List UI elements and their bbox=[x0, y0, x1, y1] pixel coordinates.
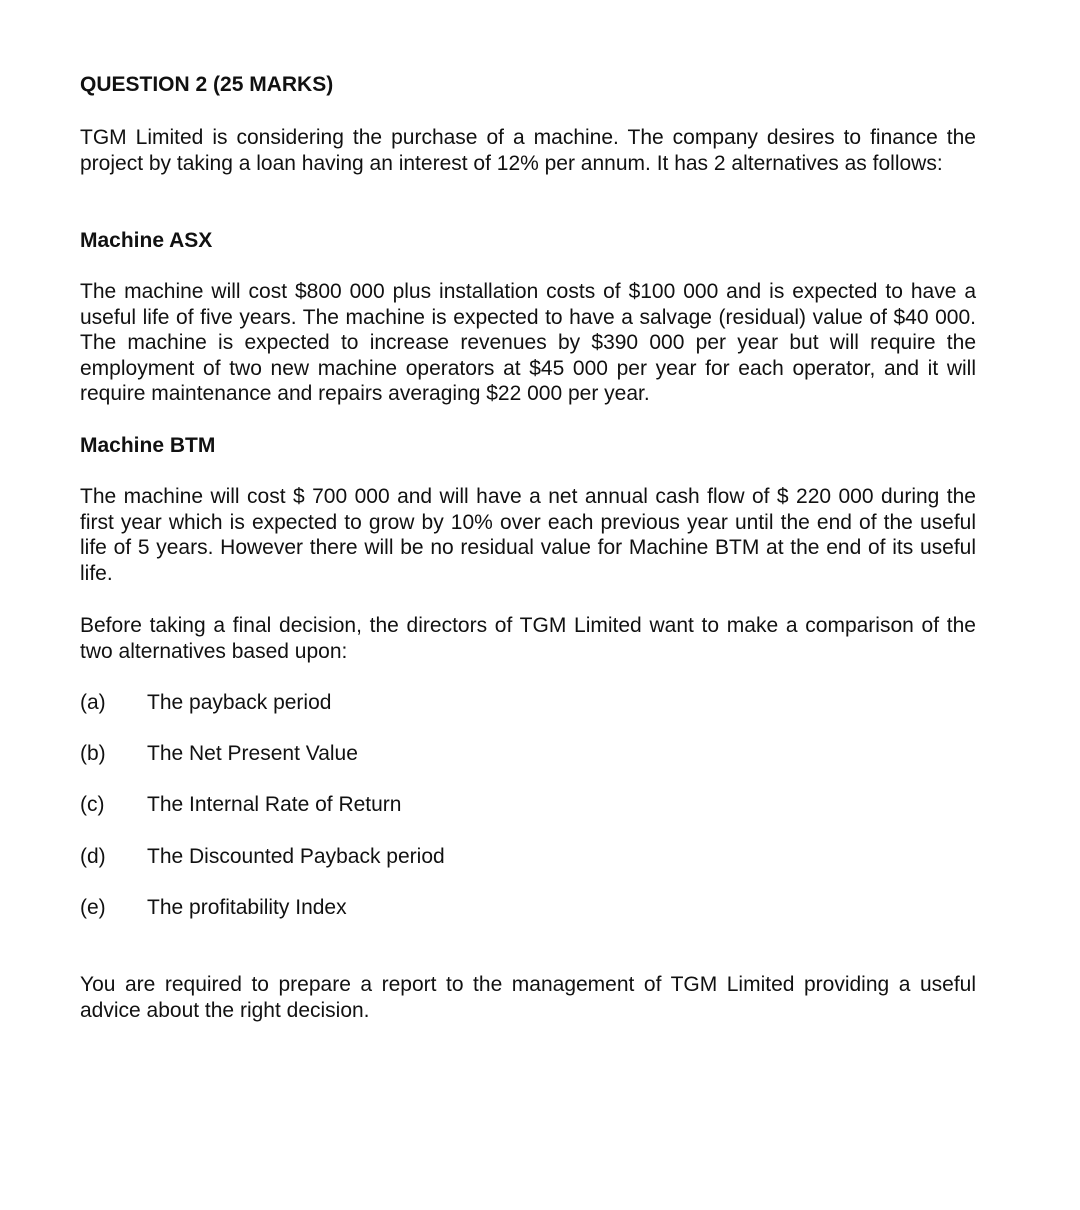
intro-paragraph: TGM Limited is considering the purchase of a machine. The company desires to finance the project by taking a loan having an interest of 12% per annum. It has 2 alternatives as follows: bbox=[80, 126, 976, 175]
criteria-marker: (e) bbox=[80, 896, 106, 919]
criteria-marker: (a) bbox=[80, 691, 106, 714]
criteria-marker: (c) bbox=[80, 793, 105, 816]
criteria-marker: (d) bbox=[80, 845, 106, 868]
comparison-intro-paragraph: Before taking a final decision, the directors of TGM Limited want to make a comparison of the two alternatives based upon: bbox=[80, 614, 976, 663]
criteria-item bbox=[80, 895, 976, 921]
criteria-item bbox=[80, 690, 976, 716]
criteria-label: The profitability Index bbox=[147, 896, 347, 919]
criteria-label: The Internal Rate of Return bbox=[147, 793, 402, 816]
machine-asx-paragraph: The machine will cost $800 000 plus installation costs of $100 000 and is expected to have a useful life of five years. The machine is expected to have a salvage (residual) value of $40 000. The machine is expected to increase revenues by $390 000 per year but will require the employment of two new machine operators at $45 000 per year for each operator, and it will require maintenance and repairs averaging $22 000 per year. bbox=[80, 280, 976, 406]
criteria-marker: (b) bbox=[80, 742, 106, 765]
criteria-label: The Discounted Payback period bbox=[147, 845, 445, 868]
criteria-item bbox=[80, 792, 976, 818]
criteria-item bbox=[80, 741, 976, 767]
criteria-item bbox=[80, 844, 976, 870]
criteria-label: The payback period bbox=[147, 691, 332, 714]
question-title: QUESTION 2 (25 MARKS) bbox=[80, 73, 334, 96]
requirement-paragraph: You are required to prepare a report to the management of TGM Limited providing a useful advice about the right decision. bbox=[80, 973, 976, 1022]
criteria-label: The Net Present Value bbox=[147, 742, 358, 765]
machine-asx-heading: Machine ASX bbox=[80, 229, 213, 252]
machine-btm-paragraph: The machine will cost $ 700 000 and will have a net annual cash flow of $ 220 000 during the first year which is expected to grow by 10% over each previous year until the end of the useful life of 5 years. However there will be no residual value for Machine BTM at the end of its useful life. bbox=[80, 485, 976, 585]
machine-btm-heading: Machine BTM bbox=[80, 434, 216, 457]
